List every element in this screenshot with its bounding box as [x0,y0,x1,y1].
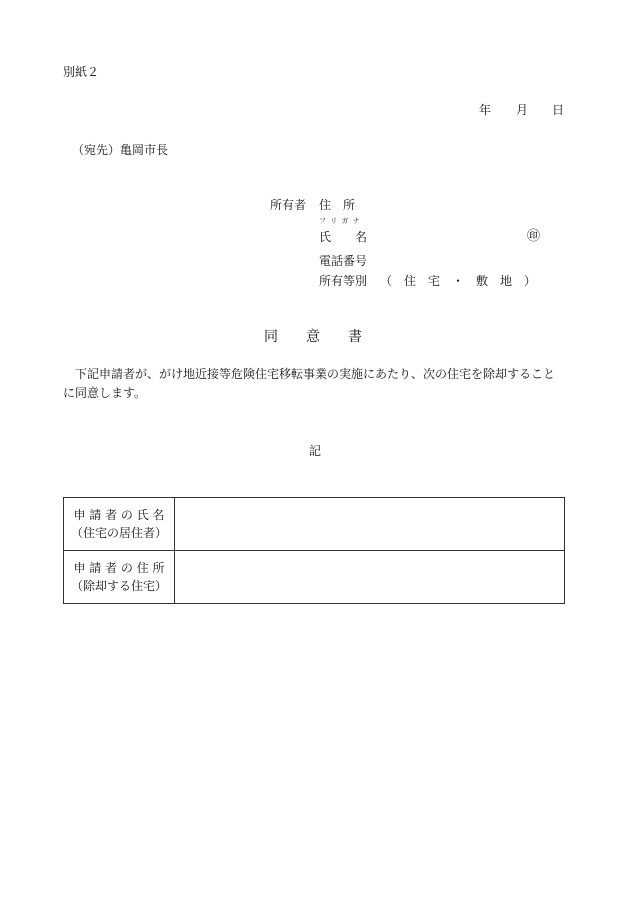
applicant-name-header-line2: （住宅の居住者） [70,526,167,540]
furigana-label: フ リ ガ ナ [319,217,361,225]
applicant-address-header-line1: 申 請 者 の 住 所 [73,561,165,575]
addressee: （宛先）亀岡市長 [72,143,169,157]
ownership-options: （ 住 宅 ・ 敷 地 ） [380,274,537,288]
date-day: 日 [552,103,565,117]
seal-mark: ㊞ [527,229,541,244]
body-text-line1: 下記申請者が、がけ地近接等危険住宅移転事業の実施にあたり、次の住宅を除却すること [75,367,556,381]
applicant-address-header-line2: （除却する住宅） [70,579,167,593]
applicant-name-header [64,498,175,551]
attachment-label: 別紙２ [63,65,100,79]
phone-label: 電話番号 [319,254,368,268]
ownership-label: 所有等別 [319,274,368,288]
applicant-name-value[interactable] [175,498,565,551]
ki-label: 記 [309,444,322,458]
applicant-address-header [64,551,175,604]
table-row [64,551,565,604]
document-title: 同 意 書 [264,329,362,345]
owner-label: 所有者 [270,198,307,212]
applicant-table [63,497,565,604]
table-row [64,498,565,551]
body-text-line2: に同意します。 [63,386,147,400]
date-year: 年 [479,103,492,117]
name-label: 氏 名 [319,230,368,244]
date-month: 月 [516,103,529,117]
address-label: 住 所 [319,198,356,212]
applicant-name-header-line1: 申 請 者 の 氏 名 [73,508,165,522]
applicant-address-value[interactable] [175,551,565,604]
